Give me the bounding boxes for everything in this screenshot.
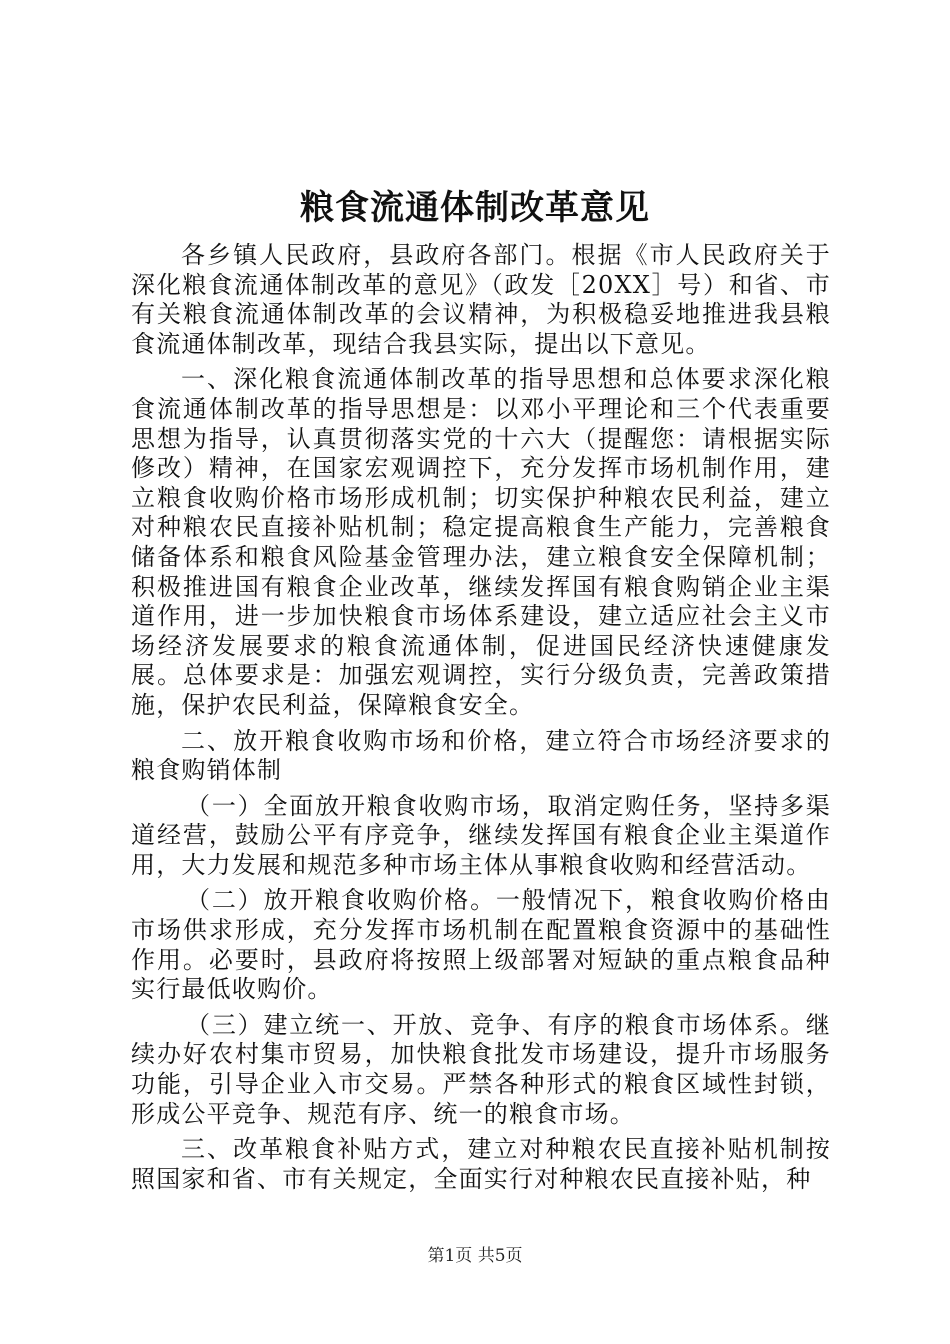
paragraph-section-2-heading: 二、放开粮食收购市场和价格，建立符合市场经济要求的粮食购销体制 (131, 726, 831, 785)
paragraph-intro: 各乡镇人民政府，县政府各部门。根据《市人民政府关于深化粮食流通体制改革的意见》（政发［20XX］号）和省、市有关粮食流通体制改革的会议精神，为积极稳妥地推进我县粮食流通体制改革，现结合我县实际，提出以下意见。 (131, 241, 831, 358)
paragraph-section-2-item-3: （三）建立统一、开放、竞争、有序的粮食市场体系。继续办好农村集市贸易，加快粮食批发市场建设，提升市场服务功能，引导企业入市交易。严禁各种形式的粮食区域性封锁，形成公平竞争、规范有序、统一的粮食市场。 (131, 1010, 831, 1128)
document-body (131, 241, 831, 1200)
page-footer: 第1页 共5页 (427, 1246, 523, 1266)
paragraph-section-3: 三、改革粮食补贴方式，建立对种粮农民直接补贴机制按照国家和省、市有关规定，全面实行对种粮农民直接补贴，种 (131, 1135, 831, 1193)
paragraph-section-2-item-1: （一）全面放开粮食收购市场，取消定购任务，坚持多渠道经营，鼓励公平有序竞争，继续发挥国有粮食企业主渠道作用，大力发展和规范多种市场主体从事粮食收购和经营活动。 (131, 791, 831, 879)
paragraph-section-1: 一、深化粮食流通体制改革的指导思想和总体要求深化粮食流通体制改革的指导思想是：以邓小平理论和三个代表重要思想为指导，认真贯彻落实党的十六大（提醒您：请根据实际修改）精神，在国家宏观调控下，充分发挥市场机制作用，建立粮食收购价格市场形成机制；切实保护种粮农民利益，建立对种粮农民直接补贴机制；稳定提高粮食生产能力，完善粮食储备体系和粮食风险基金管理办法，建立粮食安全保障机制；积极推进国有粮食企业改革，继续发挥国有粮食购销企业主渠道作用，进一步加快粮食市场体系建设，建立适应社会主义市场经济发展要求的粮食流通体制，促进国民经济快速健康发展。总体要求是：加强宏观调控，实行分级负责，完善政策措施，保护农民利益，保障粮食安全。 (131, 365, 831, 719)
paragraph-section-2-item-2: （二）放开粮食收购价格。一般情况下，粮食收购价格由市场供求形成，充分发挥市场机制在配置粮食资源中的基础性作用。必要时，县政府将按照上级部署对短缺的重点粮食品种实行最低收购价。 (131, 886, 831, 1004)
document-title: 粮食流通体制改革意见 (300, 188, 650, 228)
